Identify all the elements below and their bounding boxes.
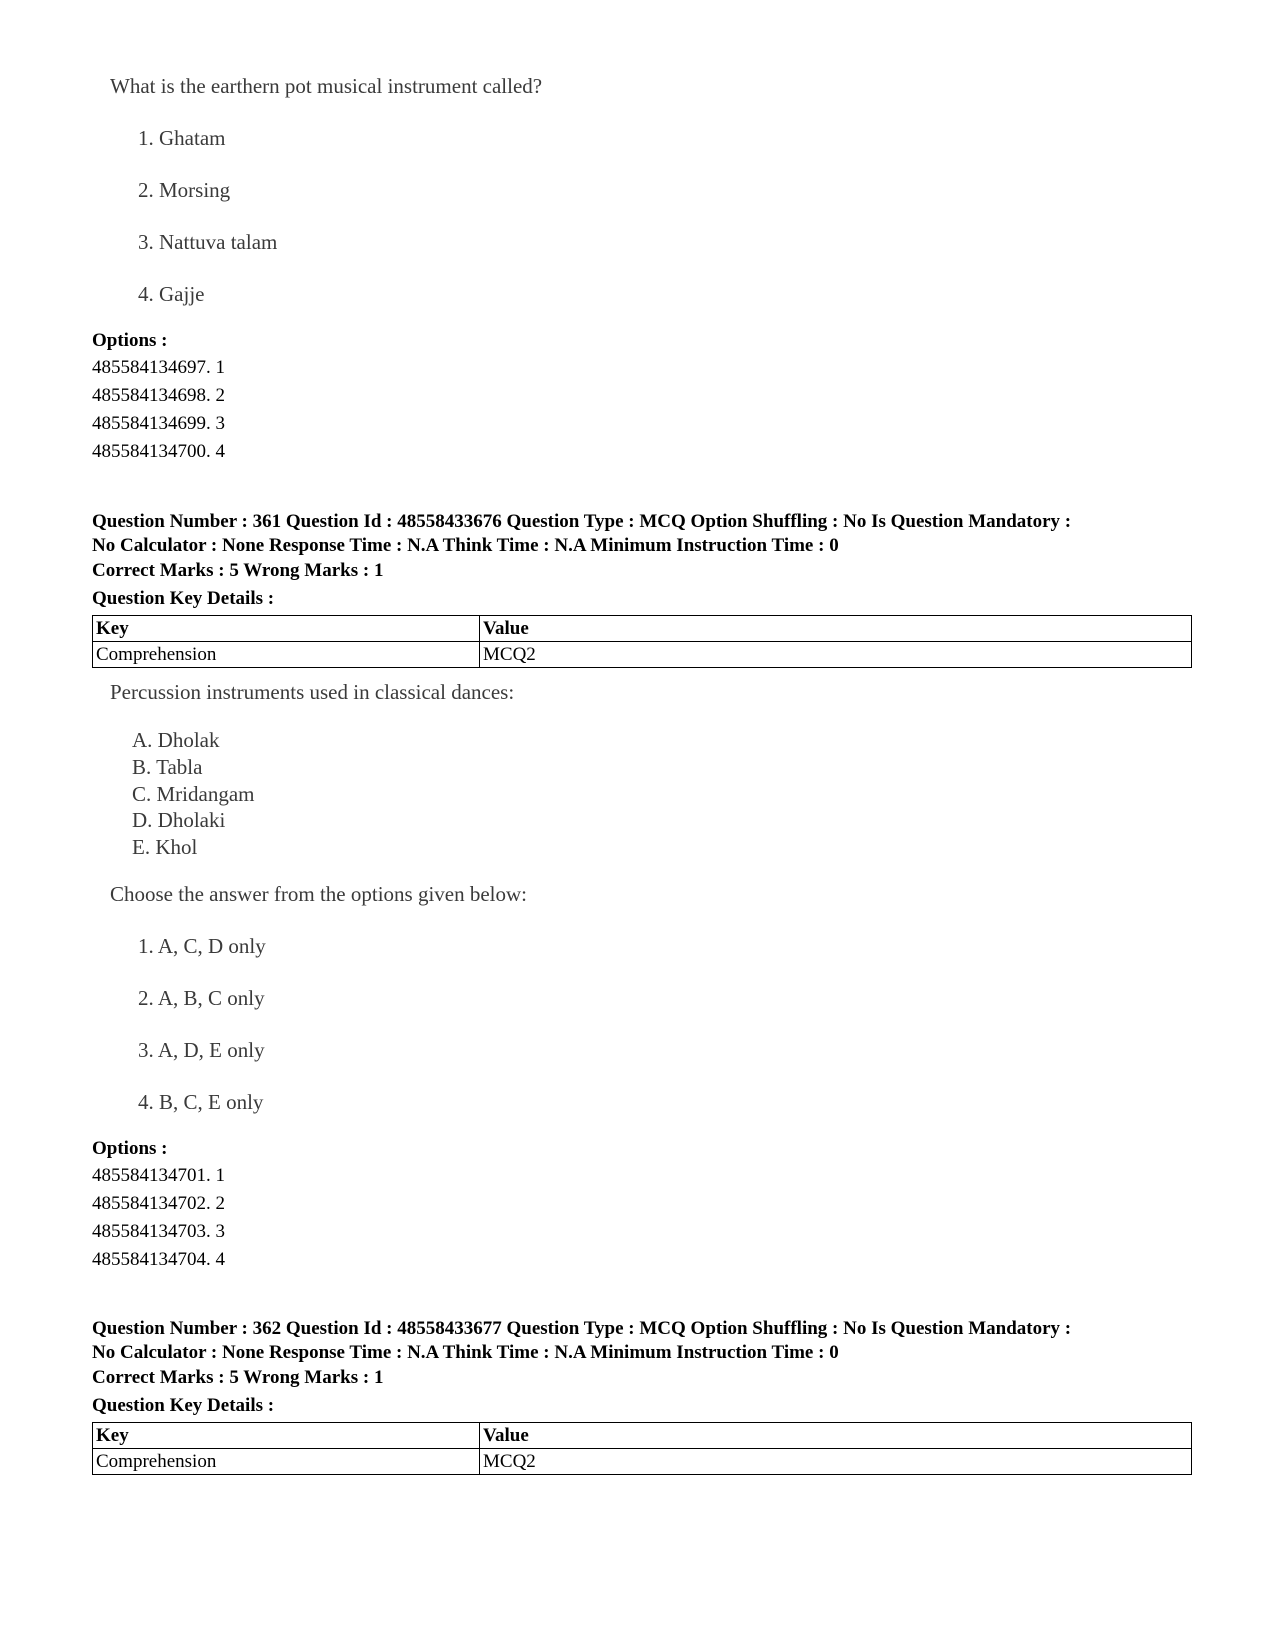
table-row: [93, 1449, 1192, 1475]
option-id: 485584134703. 3: [92, 1221, 225, 1242]
option-id: 485584134700. 4: [92, 441, 225, 462]
question-meta: [92, 510, 1202, 558]
meta-line-1: Question Number : 361 Question Id : 48558433676 Question Type : MCQ Option Shuffling : No Is Question Mandatory :: [92, 511, 1072, 532]
question-text: Percussion instruments used in classical dances:: [110, 680, 515, 704]
meta-line-2: No Calculator : None Response Time : N.A Think Time : N.A Minimum Instruction Time : 0: [92, 1342, 839, 1363]
choice-item: 3. Nattuva talam: [138, 230, 278, 254]
options-label: Options :: [92, 1138, 168, 1159]
marks-line: Correct Marks : 5 Wrong Marks : 1: [92, 560, 384, 581]
list-item: A. Dholak: [132, 728, 220, 752]
option-id: 485584134697. 1: [92, 357, 225, 378]
choice-item: 2. Morsing: [138, 178, 231, 202]
choice-item: 1. A, C, D only: [138, 934, 266, 958]
table-header-row: [93, 616, 1192, 642]
option-id: 485584134701. 1: [92, 1165, 225, 1186]
table-header-value: Value: [480, 616, 1192, 642]
choice-item: 1. Ghatam: [138, 126, 226, 150]
list-item: C. Mridangam: [132, 782, 255, 806]
question-meta: [92, 1317, 1202, 1365]
table-cell-value: MCQ2: [480, 642, 1192, 668]
question-text: What is the earthern pot musical instrument called?: [110, 74, 543, 98]
list-item: D. Dholaki: [132, 808, 226, 832]
list-item: E. Khol: [132, 835, 198, 859]
options-label: Options :: [92, 330, 168, 351]
meta-line-2: No Calculator : None Response Time : N.A Think Time : N.A Minimum Instruction Time : 0: [92, 535, 839, 556]
option-id: 485584134698. 2: [92, 385, 225, 406]
list-item: B. Tabla: [132, 755, 203, 779]
answer-prompt: Choose the answer from the options given below:: [110, 882, 528, 906]
choice-item: 2. A, B, C only: [138, 986, 265, 1010]
table-cell-value: MCQ2: [480, 1449, 1192, 1475]
key-details-table: [92, 615, 1192, 668]
key-details-table: [92, 1422, 1192, 1475]
table-header-key: Key: [93, 1423, 480, 1449]
choice-item: 3. A, D, E only: [138, 1038, 265, 1062]
table-header-row: [93, 1423, 1192, 1449]
table-row: [93, 642, 1192, 668]
option-id: 485584134699. 3: [92, 413, 225, 434]
key-details-label: Question Key Details :: [92, 1395, 275, 1416]
choice-item: 4. Gajje: [138, 282, 205, 306]
option-id: 485584134702. 2: [92, 1193, 225, 1214]
table-cell-key: Comprehension: [93, 642, 480, 668]
table-header-value: Value: [480, 1423, 1192, 1449]
key-details-label: Question Key Details :: [92, 588, 275, 609]
table-header-key: Key: [93, 616, 480, 642]
table-cell-key: Comprehension: [93, 1449, 480, 1475]
choice-item: 4. B, C, E only: [138, 1090, 264, 1114]
option-id: 485584134704. 4: [92, 1249, 225, 1270]
meta-line-1: Question Number : 362 Question Id : 48558433677 Question Type : MCQ Option Shuffling : No Is Question Mandatory :: [92, 1318, 1072, 1339]
marks-line: Correct Marks : 5 Wrong Marks : 1: [92, 1367, 384, 1388]
